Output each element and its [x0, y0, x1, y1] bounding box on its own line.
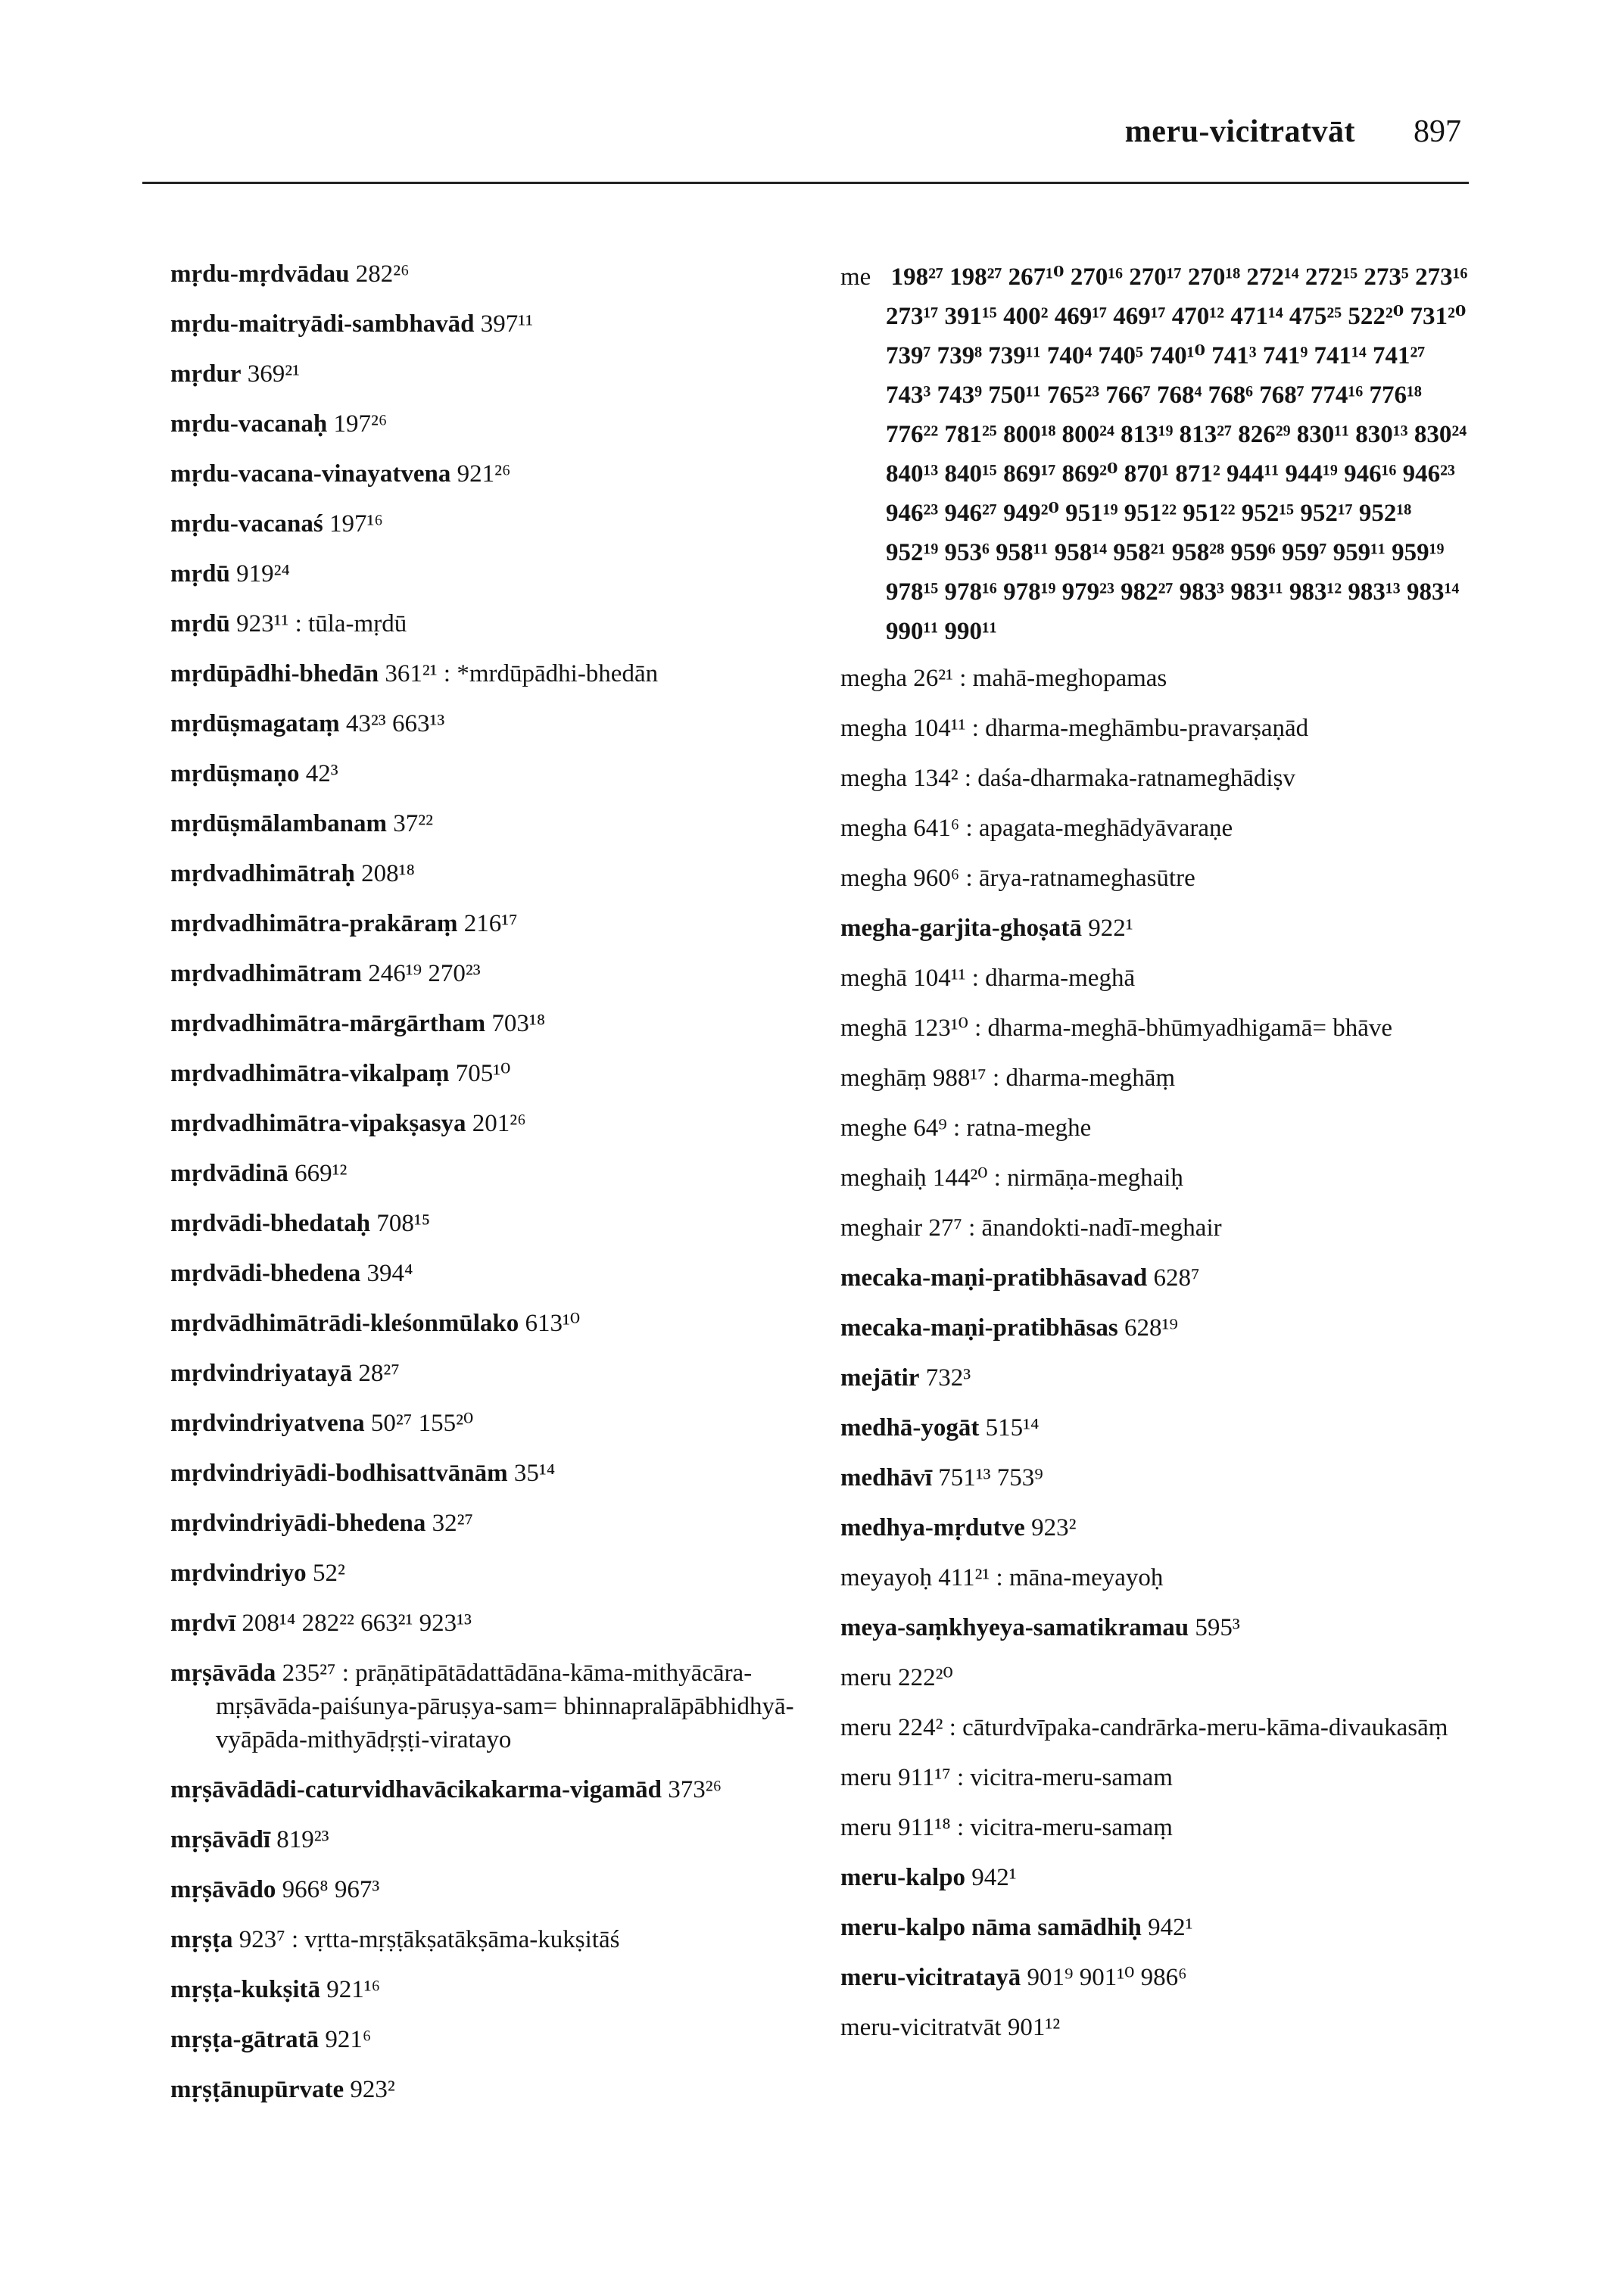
entry-refs: 104¹¹ [913, 965, 966, 992]
entry-headword: mṛdūpādhi-bhedān [170, 660, 379, 687]
entry-refs: 628¹⁹ [1124, 1314, 1178, 1342]
index-entry [170, 1457, 852, 1490]
index-entry [170, 1507, 852, 1540]
entry-refs: 26²¹ [913, 665, 954, 692]
index-entry [170, 307, 852, 341]
index-entry [170, 1157, 852, 1190]
entry-headword: mṛdu-mṛdvādau [170, 260, 350, 288]
index-entry [170, 807, 852, 840]
entry-headword: meru-kalpo [840, 1864, 965, 1891]
index-entry [840, 1961, 1469, 1994]
entry-refs: 361²¹ [385, 660, 438, 687]
entry-refs: 235²⁷ [282, 1660, 336, 1687]
entry-gloss: : dharma-meghā [971, 965, 1136, 992]
entry-gloss: : ānandokti-nadī-meghair [968, 1214, 1222, 1242]
entry-refs: 282²⁶ [355, 260, 410, 288]
entry-headword: mṛṣāvādo [170, 1876, 276, 1903]
entry-refs: 216¹⁷ [463, 910, 518, 937]
entry-refs: 50²⁷ 155²⁰ [370, 1410, 474, 1437]
entry-headword: megha [840, 865, 907, 892]
entry-refs: 373²⁶ [668, 1776, 722, 1803]
entry-headword: mṛṣṭānupūrvate [170, 2076, 344, 2103]
index-entry [840, 1761, 1469, 1794]
index-entry [840, 1561, 1469, 1594]
entry-headword: mṛdur [170, 360, 242, 388]
entry-headword: mṛdvadhimātra-mārgārtham [170, 1010, 486, 1037]
entry-refs: 966⁸ 967³ [282, 1876, 380, 1903]
entry-headword: meru-vicitratvāt [840, 2014, 1002, 2041]
index-entry [170, 857, 852, 890]
index-entry [840, 1261, 1469, 1295]
entry-headword: meru [840, 1664, 892, 1691]
entry-refs: 201²⁶ [472, 1110, 526, 1137]
entry-gloss: : dharma-meghāmbu-pravarṣaṇād [971, 715, 1309, 742]
entry-headword: meru [840, 1764, 892, 1791]
entry-headword: mṛṣāvādī [170, 1826, 270, 1853]
entry-headword: mṛdvādinā [170, 1160, 288, 1187]
entry-gloss: : prāṇātipātādattādāna-kāma-mithyācāra-mṛṣāvāda-paiśunya-pāruṣya-sam= bhinnapralāpābhidhyā-vyāpāda-mithyādṛṣṭi-viratayo [216, 1660, 794, 1753]
entry-headword: medhāvī [840, 1464, 933, 1491]
entry-refs: 923² [350, 2076, 395, 2103]
entry-refs: 901⁹ 901¹⁰ 986⁶ [1027, 1964, 1187, 1991]
entry-refs: 751¹³ 753⁹ [938, 1464, 1043, 1491]
entry-gloss: : ratna-meghe [952, 1114, 1092, 1142]
index-entry [170, 357, 852, 391]
entry-headword: me [840, 263, 871, 291]
entry-headword: mṛdvadhimātram [170, 960, 362, 987]
index-entry [170, 1207, 852, 1240]
index-entry [840, 2011, 1469, 2044]
index-entry [840, 1861, 1469, 1894]
index-entry [840, 712, 1469, 745]
entry-refs: 246¹⁹ 270²³ [368, 960, 481, 987]
entry-refs: 515¹⁴ [985, 1414, 1040, 1442]
entry-headword: mṛdvādi-bhedataḥ [170, 1210, 371, 1237]
entry-headword: mṛdvindriyatayā [170, 1360, 353, 1387]
entry-headword: mṛdvadhimātraḥ [170, 860, 355, 887]
entry-refs: 703¹⁸ [491, 1010, 546, 1037]
index-entry [170, 1557, 852, 1590]
entry-headword: megha [840, 715, 907, 742]
entry-refs: 921¹⁶ [326, 1976, 381, 2003]
entry-refs: 921²⁶ [457, 460, 511, 488]
index-entry [170, 757, 852, 790]
entry-headword: mṛdūṣmagataṃ [170, 710, 340, 737]
entry-refs: 32²⁷ [432, 1510, 474, 1537]
entry-headword: mecaka-maṇi-pratibhāsas [840, 1314, 1118, 1342]
index-entry [170, 2073, 852, 2106]
entry-headword: mṛdu-vacanaś [170, 510, 323, 538]
index-entry [170, 657, 852, 690]
entry-gloss: : tūla-mṛdū [295, 610, 407, 637]
entry-refs: 35¹⁴ [513, 1460, 556, 1487]
index-entry [840, 1611, 1469, 1644]
entry-headword: mṛdvindriyādi-bhedena [170, 1510, 426, 1537]
entry-refs: 988¹⁷ [932, 1064, 987, 1092]
entry-gloss: : *mrdūpādhi-bhedān [443, 660, 659, 687]
entry-refs: 27⁷ [928, 1214, 962, 1242]
index-entry [170, 1057, 852, 1090]
entry-refs: 197¹⁶ [329, 510, 383, 538]
entry-headword: mṛdvindriyādi-bodhisattvānām [170, 1460, 508, 1487]
entry-refs: 641⁶ [913, 815, 960, 842]
index-entry [840, 662, 1469, 695]
index-entry [170, 1407, 852, 1440]
entry-refs: 923² [1031, 1514, 1077, 1541]
entry-headword: mṛṣāvādādi-caturvidhavācikakarma-vigamād [170, 1776, 662, 1803]
index-entry [840, 1211, 1469, 1245]
index-entry [170, 957, 852, 990]
page-number: 897 [1414, 114, 1461, 149]
entry-headword: mṛdvādi-bhedena [170, 1260, 361, 1287]
entry-refs: 595³ [1195, 1614, 1240, 1641]
entry-refs: 921⁶ [325, 2026, 372, 2053]
entry-headword: mṛdu-maitryādi-sambhavād [170, 310, 475, 338]
index-entry [170, 1873, 852, 1906]
entry-headword: mṛdūṣmaṇo [170, 760, 300, 787]
index-entry [170, 507, 852, 541]
entry-refs: 911¹⁸ [898, 1814, 951, 1841]
header-rule [142, 182, 1469, 184]
index-entry [170, 1823, 852, 1856]
index-entry [170, 1007, 852, 1040]
entry-headword: mṛdū [170, 610, 230, 637]
entry-headword: medhā-yogāt [840, 1414, 980, 1442]
entry-refs: 208¹⁴ 282²² 663²¹ 923¹³ [242, 1610, 472, 1637]
entry-refs: 394⁴ [366, 1260, 413, 1287]
entry-refs: 922¹ [1088, 915, 1133, 942]
entry-refs: 43²³ 663¹³ [345, 710, 445, 737]
entry-headword: meghāṃ [840, 1064, 927, 1092]
entry-headword: meru [840, 1714, 892, 1741]
entry-headword: mṛdūṣmālambanam [170, 810, 388, 837]
entry-headword: mṛdu-vacanaḥ [170, 410, 328, 438]
entry-headword: mṛṣāvāda [170, 1660, 276, 1687]
entry-refs: 123¹⁰ [913, 1015, 968, 1042]
entry-headword: megha-garjita-ghoṣatā [840, 915, 1082, 942]
index-entry [170, 907, 852, 940]
index-entry [840, 1111, 1469, 1145]
index-entry [170, 1657, 852, 1756]
index-entry [840, 1461, 1469, 1495]
entry-headword: mejātir [840, 1364, 920, 1392]
entry-refs: 960⁶ [913, 865, 960, 892]
entry-gloss: : vicitra-meru-samaṃ [957, 1814, 1173, 1841]
entry-headword: meru-kalpo nāma samādhiḥ [840, 1914, 1142, 1941]
entry-refs: 222²⁰ [898, 1664, 953, 1691]
entry-gloss: : māna-meyayoḥ [996, 1564, 1164, 1591]
index-entry [170, 407, 852, 441]
entry-refs: 901¹² [1007, 2014, 1061, 2041]
index-entry [170, 2023, 852, 2056]
index-entry [170, 607, 852, 641]
entry-refs: 134² [913, 765, 959, 792]
entry-refs: 919²⁴ [236, 560, 290, 588]
index-entry [840, 1511, 1469, 1544]
index-entry [840, 1161, 1469, 1195]
entry-gloss: : mahā-meghopamas [959, 665, 1167, 692]
entry-headword: mṛdvadhimātra-vipakṣasya [170, 1110, 466, 1137]
index-entry [170, 1607, 852, 1640]
right-entries [840, 662, 1469, 2044]
entry-refs: 911¹⁷ [898, 1764, 951, 1791]
entry-headword: mṛṣṭa-gātratā [170, 2026, 320, 2053]
index-entry [840, 812, 1469, 845]
entry-headword: mṛṣṭa-kukṣitā [170, 1976, 321, 2003]
entry-headword: meghair [840, 1214, 923, 1242]
entry-gloss: : vicitra-meru-samam [957, 1764, 1173, 1791]
index-entry [170, 1307, 852, 1340]
entry-headword: mṛdū [170, 560, 230, 588]
entry-headword: meru [840, 1814, 892, 1841]
running-head: meru-vicitratvāt [1124, 114, 1355, 149]
entry-headword: mṛdvadhimātra-prakāraṃ [170, 910, 458, 937]
entry-refs: 705¹⁰ [455, 1060, 511, 1087]
entry-gloss: : vṛtta-mṛṣṭākṣatākṣāma-kukṣitāś [291, 1926, 620, 1953]
entry-refs: 104¹¹ [913, 715, 966, 742]
index-entry [840, 962, 1469, 995]
entry-refs: 224² [898, 1714, 943, 1741]
entry-refs: 669¹² [295, 1160, 348, 1187]
entry-refs: 819²³ [276, 1826, 329, 1853]
entry-refs: 942¹ [971, 1864, 1017, 1891]
index-entry [840, 912, 1469, 945]
entry-refs: 708¹⁵ [376, 1210, 431, 1237]
entry-refs: 52² [312, 1560, 345, 1587]
entry-headword: mṛdvī [170, 1610, 236, 1637]
entry-headword: mecaka-maṇi-pratibhāsavad [840, 1264, 1148, 1292]
entry-headword: megha [840, 765, 907, 792]
entry-headword: meghe [840, 1114, 907, 1142]
entry-refs: 613¹⁰ [525, 1310, 581, 1337]
entry-headword: meghā [840, 965, 907, 992]
entry-headword: megha [840, 665, 907, 692]
entry-headword: megha [840, 815, 907, 842]
index-entry [170, 1973, 852, 2006]
entry-refs: 28²⁷ [358, 1360, 400, 1387]
entry-headword: mṛdvindriyatvena [170, 1410, 365, 1437]
entry-gloss: : cāturdvīpaka-candrārka-meru-kāma-divaukasāṃ [949, 1714, 1448, 1741]
index-entry [840, 1311, 1469, 1345]
entry-gloss: : ārya-ratnameghasūtre [965, 865, 1195, 892]
entry-headword: mṛdu-vacana-vinayatvena [170, 460, 451, 488]
entry-gloss: : nirmāṇa-meghaiḥ [993, 1164, 1183, 1192]
index-entry [840, 1011, 1469, 1045]
entry-gloss: : dharma-meghāṃ [993, 1064, 1176, 1092]
index-entry [170, 1773, 852, 1806]
left-column [170, 257, 852, 2123]
entry-headword: meya-saṃkhyeya-samatikramau [840, 1614, 1189, 1641]
index-entry [170, 457, 852, 491]
entry-refs: 923⁷ [238, 1926, 285, 1953]
index-entry [840, 1911, 1469, 1944]
entry-headword: mṛdvādhimātrādi-kleśonmūlako [170, 1310, 519, 1337]
index-entry [840, 1661, 1469, 1694]
entry-refs: 942¹ [1148, 1914, 1193, 1941]
entry-refs: 732³ [925, 1364, 971, 1392]
entry-refs: 144²⁰ [932, 1164, 988, 1192]
index-entry-me [840, 257, 1469, 651]
entry-refs: 628⁷ [1153, 1264, 1200, 1292]
index-entry [840, 862, 1469, 895]
entry-refs: 197²⁶ [333, 410, 388, 438]
index-entry [840, 762, 1469, 795]
index-entry [840, 1811, 1469, 1844]
index-entry [170, 1923, 852, 1956]
entry-gloss: : dharma-meghā-bhūmyadhigamā= bhāve [974, 1015, 1393, 1042]
entry-refs: 369²¹ [247, 360, 301, 388]
entry-refs: 923¹¹ [236, 610, 289, 637]
entry-headword: mṛṣṭa [170, 1926, 233, 1953]
index-entry [170, 1107, 852, 1140]
index-entry [170, 1357, 852, 1390]
index-entry [840, 1711, 1469, 1744]
index-entry [840, 1061, 1469, 1095]
entry-refs: 37²² [393, 810, 434, 837]
index-entry [170, 557, 852, 591]
entry-headword: mṛdvadhimātra-vikalpaṃ [170, 1060, 450, 1087]
entry-headword: meyayoḥ [840, 1564, 932, 1591]
entry-refs: 198²⁷ 198²⁷ 267¹⁰ 270¹⁶ 270¹⁷ 270¹⁸ 272¹⁴ 272¹⁵ 273⁵ 273¹⁶ 273¹⁷ 391¹⁵ 400² 469¹⁷ 469¹⁷ 470¹² 471¹⁴ 475²⁵ 522²⁰ 731²⁰ 739⁷ 739⁸ 739¹¹ 740⁴ 740⁵ 740¹⁰ 741³ 741⁹ 741¹⁴ 741²⁷ 743³ 743⁹ 750¹¹ 765²³ 766⁷ 768⁴ 768⁶ 768⁷ 774¹⁶ 776¹⁸ 776²² 781²⁵ 800¹⁸ 800²⁴ 813¹⁹ 813²⁷ 826²⁹ 830¹¹ 830¹³ 830²⁴ 840¹³ 840¹⁵ 869¹⁷ 869²⁰ 870¹ 871² 944¹¹ 944¹⁹ 946¹⁶ 946²³ 946²³ 946²⁷ 949²⁰ 951¹⁹ 951²² 951²² 952¹⁵ 952¹⁷ 952¹⁸ 952¹⁹ 953⁶ 958¹¹ 958¹⁴ 958²¹ 958²⁸ 959⁶ 959⁷ 959¹¹ 959¹⁹ 978¹⁵ 978¹⁶ 978¹⁹ 979²³ 982²⁷ 983³ 983¹¹ 983¹² 983¹³ 983¹⁴ 990¹¹ 990¹¹ [886, 263, 1468, 645]
entry-headword: meghā [840, 1015, 907, 1042]
entry-headword: meghaiḥ [840, 1164, 927, 1192]
right-column [840, 257, 1469, 2061]
entry-headword: mṛdvindriyo [170, 1560, 307, 1587]
entry-refs: 208¹⁸ [361, 860, 415, 887]
entry-refs: 397¹¹ [480, 310, 534, 338]
page-header [0, 114, 1461, 159]
entry-refs: 64⁹ [913, 1114, 947, 1142]
entry-gloss: : daśa-dharmaka-ratnameghādiṣv [964, 765, 1295, 792]
index-entry [170, 1257, 852, 1290]
index-entry [170, 707, 852, 740]
entry-refs: 411²¹ [938, 1564, 990, 1591]
entry-headword: meru-vicitratayā [840, 1964, 1021, 1991]
entry-gloss: : apagata-meghādyāvaraṇe [965, 815, 1233, 842]
index-entry [840, 1411, 1469, 1445]
index-entry [840, 1361, 1469, 1395]
entry-refs: 42³ [305, 760, 338, 787]
index-entry [170, 257, 852, 291]
entry-headword: medhya-mṛdutve [840, 1514, 1025, 1541]
